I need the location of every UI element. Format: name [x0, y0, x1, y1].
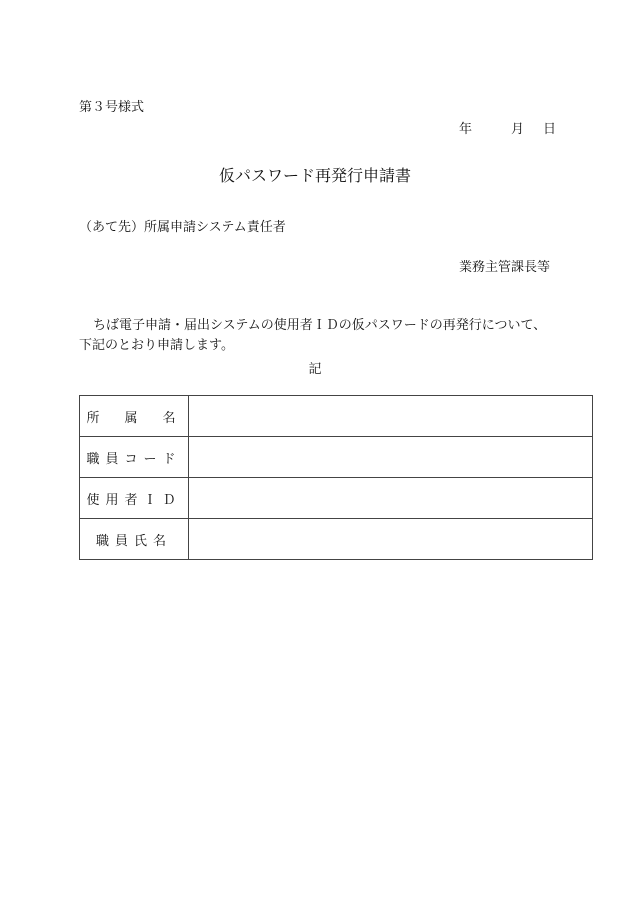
- sender: 業務主管課長等: [458, 260, 550, 275]
- table-row-department: [80, 396, 593, 437]
- table-row-staff-code: [80, 437, 593, 478]
- staff-code-label: 職員コード: [80, 437, 189, 478]
- document-title: 仮パスワード再発行申請書: [218, 166, 411, 185]
- info-table: [79, 395, 593, 560]
- staff-name-field[interactable]: [189, 519, 593, 560]
- date-month-label: 月: [511, 122, 525, 137]
- body-line-1: ちば電子申請・届出システムの使用者ＩＤの仮パスワードの再発行について、: [93, 318, 547, 333]
- form-number: 第３号様式: [79, 100, 145, 115]
- date-year-label: 年: [459, 122, 473, 137]
- date-line: [459, 118, 556, 137]
- user-id-field[interactable]: [189, 478, 593, 519]
- table-row-user-id: [80, 478, 593, 519]
- date-day-label: 日: [543, 122, 557, 137]
- department-field[interactable]: [189, 396, 593, 437]
- user-id-label: 使用者ＩＤ: [80, 478, 189, 519]
- department-label: 所 属 名: [80, 396, 189, 437]
- table-row-staff-name: [80, 519, 593, 560]
- record-mark: 記: [308, 362, 322, 377]
- addressee: （あて先）所属申請システム責任者: [79, 220, 286, 235]
- body-text: [79, 316, 546, 356]
- body-line-2: 下記のとおり申請します。: [79, 338, 234, 353]
- staff-code-field[interactable]: [189, 437, 593, 478]
- staff-name-label: 職員氏名: [80, 519, 189, 560]
